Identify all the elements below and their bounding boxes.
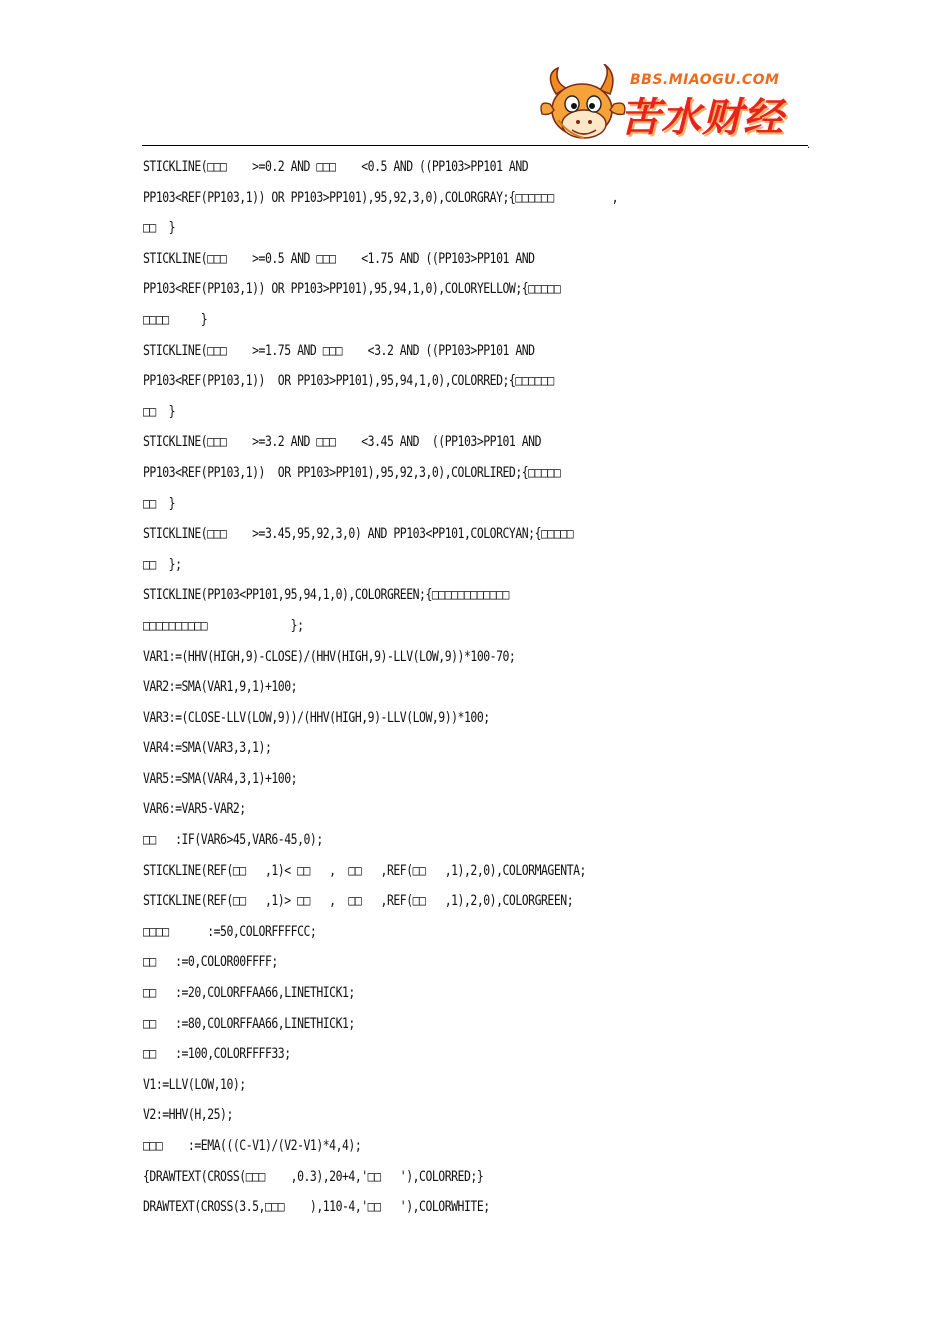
code-line: STICKLINE(PP103<PP101,95,94,1,0),COLORGREEN;{□□□□□□□□□□□□ — [143, 587, 509, 604]
header-divider — [142, 145, 808, 146]
code-line: PP103<REF(PP103,1)) OR PP103>PP101),95,94,1,0),COLORYELLOW;{□□□□□ — [143, 281, 561, 298]
code-line: VAR6:=VAR5-VAR2; — [143, 801, 246, 818]
code-line: V1:=LLV(LOW,10); — [143, 1076, 246, 1093]
code-line: STICKLINE(□□□ >=1.75 AND □□□ <3.2 AND ((PP103>PP101 AND — [143, 342, 535, 359]
brand-name: 苦水财经 — [620, 95, 784, 141]
code-line: □□ }; — [143, 556, 182, 573]
code-line: □□□ :=EMA(((C-V1)/(V2-V1)*4,4); — [143, 1138, 362, 1154]
code-line: VAR5:=SMA(VAR4,3,1)+100; — [143, 770, 298, 787]
code-line: □□ } — [143, 220, 176, 237]
code-line: VAR3:=(CLOSE-LLV(LOW,9))/(HHV(HIGH,9)-LLV(LOW,9))*100; — [143, 709, 490, 726]
code-line: □□ :=80,COLORFFAA66,LINETHICK1; — [143, 1015, 355, 1032]
code-line: VAR1:=(HHV(HIGH,9)-CLOSE)/(HHV(HIGH,9)-LLV(LOW,9))*100-70; — [143, 648, 516, 665]
code-line: □□ :=0,COLOR00FFFF; — [143, 954, 278, 971]
code-line: □□□□ :=50,COLORFFFFCC; — [143, 923, 317, 940]
code-line: □□ :=100,COLORFFFF33; — [143, 1046, 291, 1063]
code-line: PP103<REF(PP103,1)) OR PP103>PP101),95,92,3,0),COLORLIRED;{□□□□□ — [143, 464, 561, 481]
site-logo[interactable] — [538, 62, 800, 144]
code-line: DRAWTEXT(CROSS(3.5,□□□ ),110-4,'□□ '),COLORWHITE; — [143, 1199, 490, 1216]
code-line: {DRAWTEXT(CROSS(□□□ ,0.3),20+4,'□□ '),COLORRED;} — [143, 1168, 484, 1185]
code-line: VAR2:=SMA(VAR1,9,1)+100; — [143, 679, 298, 696]
formula-code-body — [143, 152, 823, 1223]
code-line: PP103<REF(PP103,1)) OR PP103>PP101),95,92,3,0),COLORGRAY;{□□□□□□ , — [143, 189, 619, 206]
code-line: □□□□□□□□□□ }; — [143, 617, 304, 634]
code-line: STICKLINE(REF(□□ ,1)> □□ , □□ ,REF(□□ ,1),2,0),COLORGREEN; — [143, 893, 574, 910]
code-line: □□ :IF(VAR6>45,VAR6-45,0); — [143, 832, 323, 849]
mascot-icon — [538, 64, 630, 144]
code-line: □□ } — [143, 403, 176, 420]
code-line: □□ :=20,COLORFFAA66,LINETHICK1; — [143, 985, 355, 1002]
code-line: STICKLINE(□□□ >=3.2 AND □□□ <3.45 AND ((PP103>PP101 AND — [143, 434, 542, 451]
site-url: BBS.MIAOGU.COM — [630, 72, 780, 88]
code-line: VAR4:=SMA(VAR3,3,1); — [143, 740, 272, 757]
code-line: STICKLINE(□□□ >=0.5 AND □□□ <1.75 AND ((PP103>PP101 AND — [143, 250, 535, 267]
header-divider-end-mark: . — [807, 140, 811, 151]
code-line: STICKLINE(REF(□□ ,1)< □□ , □□ ,REF(□□ ,1),2,0),COLORMAGENTA; — [143, 862, 586, 879]
code-line: V2:=HHV(H,25); — [143, 1107, 233, 1124]
code-line: PP103<REF(PP103,1)) OR PP103>PP101),95,94,1,0),COLORRED;{□□□□□□ — [143, 373, 554, 390]
code-line: □□□□ } — [143, 311, 208, 328]
code-line: STICKLINE(□□□ >=0.2 AND □□□ <0.5 AND ((PP103>PP101 AND — [143, 159, 529, 175]
code-line: STICKLINE(□□□ >=3.45,95,92,3,0) AND PP103<PP101,COLORCYAN;{□□□□□ — [143, 526, 574, 543]
code-line: □□ } — [143, 495, 176, 512]
